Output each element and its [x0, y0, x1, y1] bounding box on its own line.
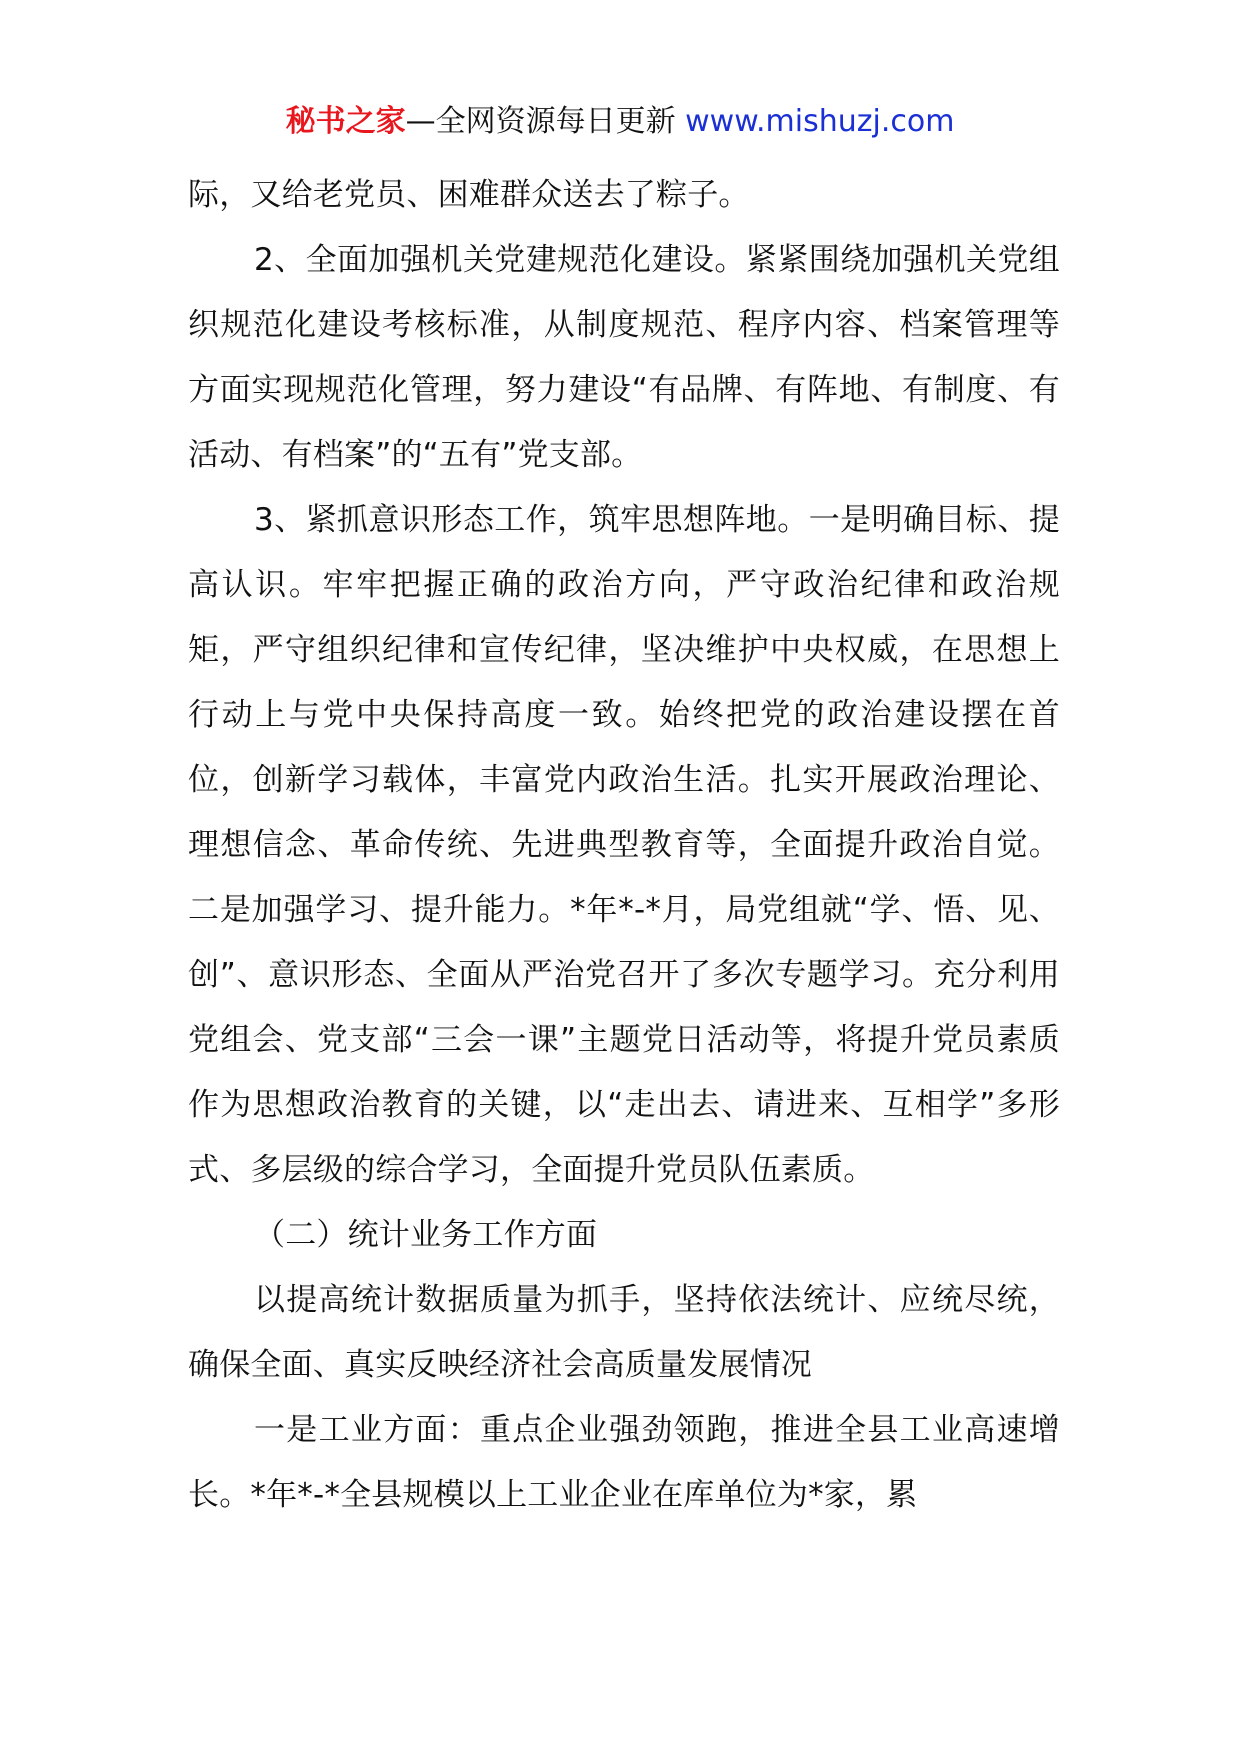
paragraph-industry: 一是工业方面：重点企业强劲领跑，推进全县工业高速增长。*年*-*全县规模以上工业企业在库单位为*家，累 — [188, 1412, 1060, 1513]
header-tagline: —全网资源每日更新 — [405, 104, 676, 139]
paragraph-continuation: 际，又给老党员、困难群众送去了粽子。 — [188, 177, 750, 213]
paragraph-statistics-intro: 以提高统计数据质量为抓手，坚持依法统计、应统尽统，确保全面、真实反映经济社会高质量发展情况 — [188, 1282, 1060, 1383]
site-url-link[interactable]: www.mishuzj.com — [685, 104, 955, 139]
site-header — [0, 100, 1240, 144]
section-subheading: （二）统计业务工作方面 — [254, 1217, 598, 1253]
brand-name: 秘书之家 — [285, 104, 406, 139]
paragraph-party-building: 2、全面加强机关党建规范化建设。紧紧围绕加强机关党组织规范化建设考核标准，从制度规范、程序内容、档案管理等方面实现规范化管理，努力建设“有品牌、有阵地、有制度、有活动、有档案”的“五有”党支部。 — [188, 242, 1060, 473]
paragraph-ideology: 3、紧抓意识形态工作，筑牢思想阵地。一是明确目标、提高认识。牢牢把握正确的政治方向，严守政治纪律和政治规矩，严守组织纪律和宣传纪律，坚决维护中央权威，在思想上行动上与党中央保持高度一致。始终把党的政治建设摆在首位，创新学习载体，丰富党内政治生活。扎实开展政治理论、理想信念、革命传统、先进典型教育等，全面提升政治自觉。二是加强学习、提升能力。*年*-*月，局党组就“学、悟、见、创”、意识形态、全面从严治党召开了多次专题学习。充分利用党组会、党支部“三会一课”主题党日活动等，将提升党员素质作为思想政治教育的关键，以“走出去、请进来、互相学”多形式、多层级的综合学习，全面提升党员队伍素质。 — [188, 502, 1060, 1188]
document-body — [188, 163, 1060, 1528]
